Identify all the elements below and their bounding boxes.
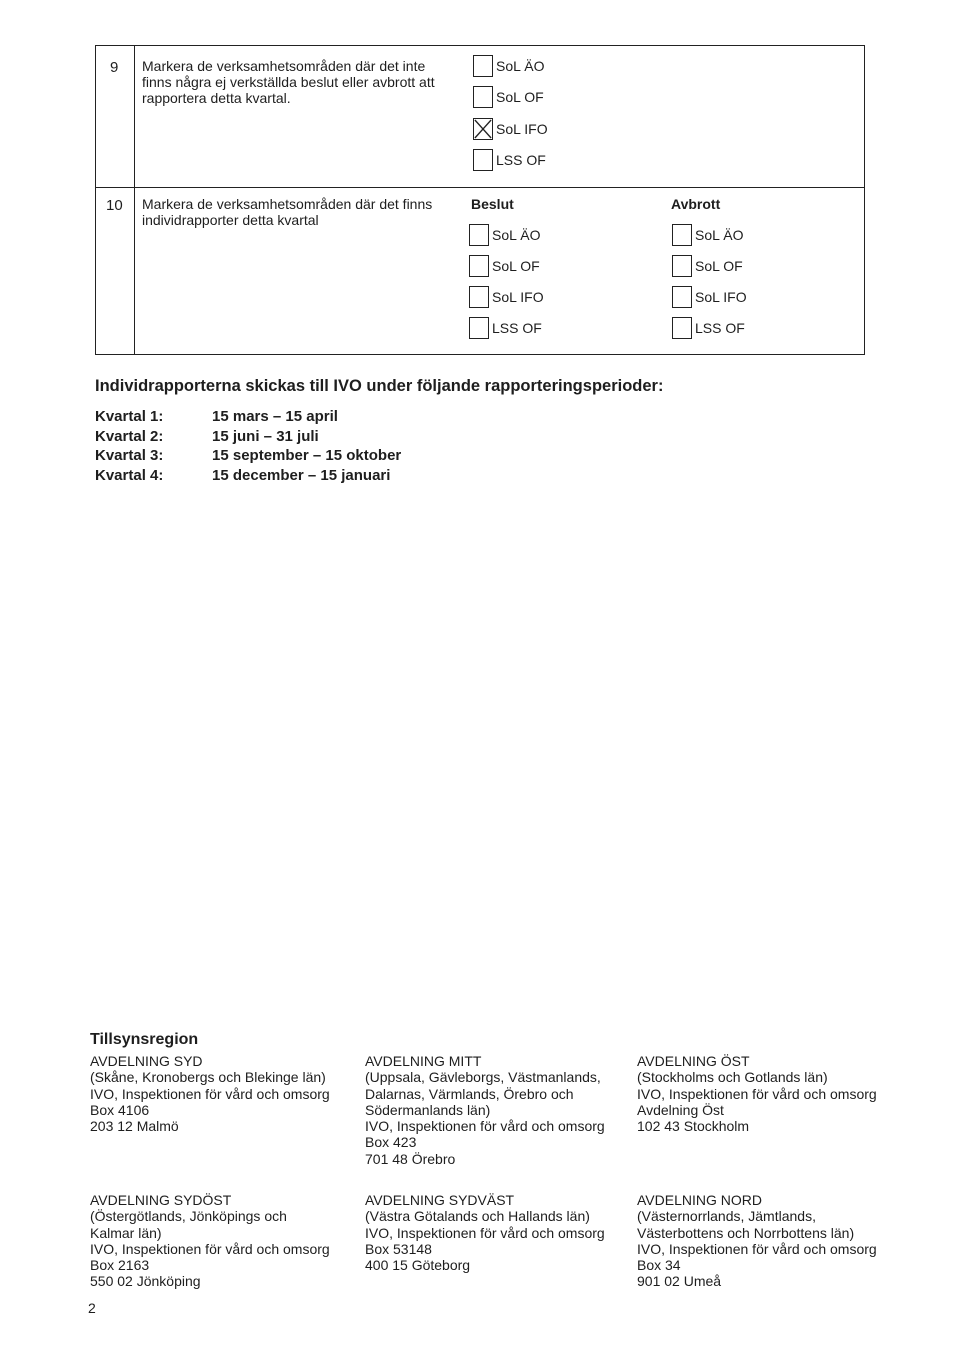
question-9-text: Markera de verksamhetsområden där det inte finns några ej verkställda beslut eller avbrott att rapportera detta kvartal. — [142, 58, 435, 106]
checkbox[interactable] — [469, 255, 489, 277]
q9-option-lss-of[interactable]: LSS OF — [473, 148, 546, 172]
q10-beslut-sol-of[interactable]: SoL OF — [469, 254, 540, 278]
question-10-number: 10 — [106, 197, 123, 214]
question-table — [95, 45, 865, 355]
checkbox[interactable] — [473, 149, 493, 171]
checkbox[interactable] — [672, 224, 692, 246]
q10-avbrott-sol-ao[interactable]: SoL ÄO — [672, 223, 744, 247]
checkbox[interactable] — [672, 255, 692, 277]
office-address: AVDELNING SYDVÄST (Västra Götalands och Hallands län) IVO, Inspektionen för vård och omsorg Box 53148 400 15 Göteborg — [365, 1192, 605, 1274]
q10-avbrott-lss-of[interactable]: LSS OF — [672, 316, 745, 340]
checkbox[interactable] — [473, 86, 493, 108]
page-number: 2 — [88, 1300, 96, 1316]
q10-beslut-sol-ao[interactable]: SoL ÄO — [469, 223, 541, 247]
office-address: AVDELNING ÖST (Stockholms och Gotlands län) IVO, Inspektionen för vård och omsorg Avdelning Öst 102 43 Stockholm — [637, 1053, 877, 1135]
q10-avbrott-sol-ifo[interactable]: SoL IFO — [672, 285, 747, 309]
q10-avbrott-sol-of[interactable]: SoL OF — [672, 254, 743, 278]
table-divider — [96, 187, 864, 188]
checkbox[interactable] — [469, 286, 489, 308]
table-divider — [134, 46, 135, 354]
checkbox[interactable] — [469, 224, 489, 246]
region-title: Tillsynsregion — [90, 1031, 199, 1048]
checkbox-checked[interactable] — [473, 118, 493, 140]
periods-heading: Individrapporterna skickas till IVO under följande rapporteringsperioder: — [95, 377, 664, 395]
q9-option-sol-ao[interactable]: SoL ÄO — [473, 54, 545, 78]
checkbox[interactable] — [473, 55, 493, 77]
question-9-number: 9 — [110, 59, 119, 76]
period-row: Kvartal 2: 15 juni – 31 juli — [95, 428, 319, 445]
avbrott-heading: Avbrott — [671, 196, 721, 212]
office-address: AVDELNING SYD (Skåne, Kronobergs och Blekinge län) IVO, Inspektionen för vård och omsorg Box 4106 203 12 Malmö — [90, 1053, 330, 1135]
q9-option-sol-of[interactable]: SoL OF — [473, 85, 544, 109]
q10-beslut-sol-ifo[interactable]: SoL IFO — [469, 285, 544, 309]
checkbox[interactable] — [469, 317, 489, 339]
period-row: Kvartal 3: 15 september – 15 oktober — [95, 447, 402, 464]
office-address: AVDELNING SYDÖST (Östergötlands, Jönköpings och Kalmar län) IVO, Inspektionen för vård och omsorg Box 2163 550 02 Jönköping — [90, 1192, 330, 1290]
q10-beslut-lss-of[interactable]: LSS OF — [469, 316, 542, 340]
checkbox[interactable] — [672, 286, 692, 308]
q9-option-sol-ifo[interactable]: SoL IFO — [473, 117, 548, 141]
question-10-text: Markera de verksamhetsområden där det finns individrapporter detta kvartal — [142, 196, 433, 228]
period-row: Kvartal 1: 15 mars – 15 april — [95, 408, 338, 425]
office-address: AVDELNING MITT (Uppsala, Gävleborgs, Västmanlands, Dalarnas, Värmlands, Örebro och Södermanlands län) IVO, Inspektionen för vård och omsorg Box 423 701 48 Örebro — [365, 1053, 605, 1167]
office-address: AVDELNING NORD (Västernorrlands, Jämtlands, Västerbottens och Norrbottens län) IVO, Inspektionen för vård och omsorg Box 34 901 02 Umeå — [637, 1192, 877, 1290]
beslut-heading: Beslut — [471, 196, 514, 212]
period-row: Kvartal 4: 15 december – 15 januari — [95, 467, 391, 484]
x-mark-icon — [474, 119, 492, 139]
checkbox[interactable] — [672, 317, 692, 339]
